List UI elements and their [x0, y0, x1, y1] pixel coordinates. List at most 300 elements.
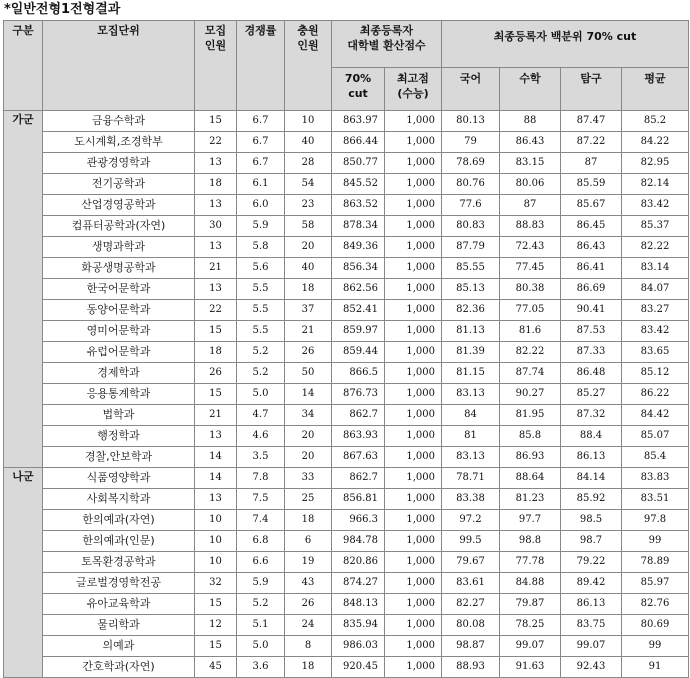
table-row: [4, 279, 689, 300]
header-quota: [195, 21, 237, 111]
cell-quota: 13: [195, 195, 237, 216]
cell-cut70: 859.97: [332, 321, 385, 342]
header-final-line2: 대학별 환산점수: [347, 39, 426, 52]
header-explore: 탐구: [561, 68, 622, 111]
cell-unit: 사회복지학과: [43, 489, 195, 510]
cell-extra: 43: [285, 573, 332, 594]
cell-competition: 6.8: [237, 531, 285, 552]
cell-cut70: 866.5: [332, 363, 385, 384]
cell-max: 1,000: [385, 594, 442, 615]
cell-cut70: 863.52: [332, 195, 385, 216]
cell-cut70: 850.77: [332, 153, 385, 174]
header-cut70: [332, 68, 385, 111]
table-row: [4, 510, 689, 531]
cell-math: 83.15: [500, 153, 561, 174]
cell-extra: 33: [285, 468, 332, 489]
cell-competition: 5.5: [237, 300, 285, 321]
cell-competition: 5.0: [237, 384, 285, 405]
cell-extra: 40: [285, 132, 332, 153]
cell-avg: 83.51: [622, 489, 689, 510]
cell-unit: 관광경영학과: [43, 153, 195, 174]
cell-explore: 86.13: [561, 594, 622, 615]
cell-avg: 86.22: [622, 384, 689, 405]
cell-competition: 5.5: [237, 321, 285, 342]
cell-kor: 78.71: [442, 468, 500, 489]
cell-max: 1,000: [385, 489, 442, 510]
cell-max: 1,000: [385, 363, 442, 384]
header-math: 수학: [500, 68, 561, 111]
cell-avg: 85.4: [622, 447, 689, 468]
cell-competition: 6.7: [237, 153, 285, 174]
cell-cut70: 848.13: [332, 594, 385, 615]
cell-extra: 26: [285, 594, 332, 615]
header-unit: 모집단위: [43, 21, 195, 111]
cell-explore: 92.43: [561, 657, 622, 678]
cell-extra: 24: [285, 615, 332, 636]
cell-unit: 행정학과: [43, 426, 195, 447]
cell-extra: 58: [285, 216, 332, 237]
cell-explore: 85.92: [561, 489, 622, 510]
cell-avg: 78.89: [622, 552, 689, 573]
cell-extra: 18: [285, 279, 332, 300]
cell-avg: 99: [622, 531, 689, 552]
table-row: [4, 174, 689, 195]
cell-math: 86.93: [500, 447, 561, 468]
header-quota-line1: 모집: [204, 24, 227, 37]
cell-kor: 99.5: [442, 531, 500, 552]
cell-competition: 6.6: [237, 552, 285, 573]
cell-explore: 85.27: [561, 384, 622, 405]
cell-kor: 83.13: [442, 447, 500, 468]
cell-max: 1,000: [385, 216, 442, 237]
table-row: [4, 531, 689, 552]
cell-kor: 79.67: [442, 552, 500, 573]
cell-max: 1,000: [385, 132, 442, 153]
cell-explore: 87: [561, 153, 622, 174]
cell-quota: 22: [195, 300, 237, 321]
cell-explore: 87.22: [561, 132, 622, 153]
header-extra-line2: 인원: [297, 39, 319, 52]
cell-math: 72.43: [500, 237, 561, 258]
cell-cut70: 835.94: [332, 615, 385, 636]
table-row: [4, 216, 689, 237]
cell-unit: 토목환경공학과: [43, 552, 195, 573]
cell-unit: 금융수학과: [43, 111, 195, 132]
cell-unit: 생명과학과: [43, 237, 195, 258]
cell-math: 86.43: [500, 132, 561, 153]
cell-math: 77.05: [500, 300, 561, 321]
cell-cut70: 920.45: [332, 657, 385, 678]
cell-unit: 경제학과: [43, 363, 195, 384]
cell-unit: 유아교육학과: [43, 594, 195, 615]
cell-unit: 한의예과(인문): [43, 531, 195, 552]
cell-kor: 79: [442, 132, 500, 153]
cell-cut70: 874.27: [332, 573, 385, 594]
cell-math: 81.95: [500, 405, 561, 426]
cell-competition: 6.7: [237, 111, 285, 132]
cell-math: 77.45: [500, 258, 561, 279]
cell-unit: 도시계획,조경학부: [43, 132, 195, 153]
table-row: [4, 237, 689, 258]
cell-avg: 82.22: [622, 237, 689, 258]
cell-extra: 21: [285, 321, 332, 342]
cell-competition: 7.5: [237, 489, 285, 510]
cell-cut70: 845.52: [332, 174, 385, 195]
cell-quota: 15: [195, 636, 237, 657]
cell-max: 1,000: [385, 573, 442, 594]
table-row: [4, 300, 689, 321]
cell-max: 1,000: [385, 258, 442, 279]
cell-competition: 7.8: [237, 468, 285, 489]
cell-kor: 82.27: [442, 594, 500, 615]
cell-math: 97.7: [500, 510, 561, 531]
cell-cut70: 852.41: [332, 300, 385, 321]
header-quota-line2: 인원: [204, 39, 227, 52]
cell-max: 1,000: [385, 552, 442, 573]
cell-quota: 10: [195, 510, 237, 531]
cell-max: 1,000: [385, 300, 442, 321]
results-table: [3, 20, 689, 678]
cell-competition: 5.2: [237, 363, 285, 384]
cell-avg: 84.22: [622, 132, 689, 153]
cell-unit: 글로벌경영학전공: [43, 573, 195, 594]
cell-math: 99.07: [500, 636, 561, 657]
cell-cut70: 856.34: [332, 258, 385, 279]
cell-quota: 10: [195, 531, 237, 552]
header-kor: 국어: [442, 68, 500, 111]
cell-math: 79.87: [500, 594, 561, 615]
cell-avg: 85.97: [622, 573, 689, 594]
table-row: [4, 468, 689, 489]
cell-math: 88.64: [500, 468, 561, 489]
cell-quota: 14: [195, 447, 237, 468]
group-label: 나군: [4, 468, 43, 678]
cell-kor: 78.69: [442, 153, 500, 174]
cell-extra: 10: [285, 111, 332, 132]
cell-quota: 13: [195, 489, 237, 510]
cell-kor: 81: [442, 426, 500, 447]
cell-unit: 식품영양학과: [43, 468, 195, 489]
cell-max: 1,000: [385, 426, 442, 447]
cell-avg: 82.14: [622, 174, 689, 195]
cell-cut70: 856.81: [332, 489, 385, 510]
cell-math: 87: [500, 195, 561, 216]
cell-explore: 87.33: [561, 342, 622, 363]
cell-max: 1,000: [385, 321, 442, 342]
cell-explore: 86.13: [561, 447, 622, 468]
table-row: [4, 573, 689, 594]
cell-quota: 18: [195, 342, 237, 363]
cell-avg: 82.95: [622, 153, 689, 174]
cell-kor: 84: [442, 405, 500, 426]
cell-competition: 6.0: [237, 195, 285, 216]
header-final-group: [332, 21, 442, 68]
table-row: [4, 594, 689, 615]
cell-math: 82.22: [500, 342, 561, 363]
cell-avg: 85.07: [622, 426, 689, 447]
cell-extra: 20: [285, 426, 332, 447]
cell-extra: 20: [285, 447, 332, 468]
cell-max: 1,000: [385, 657, 442, 678]
table-row: [4, 111, 689, 132]
cell-math: 78.25: [500, 615, 561, 636]
cell-kor: 77.6: [442, 195, 500, 216]
cell-quota: 14: [195, 468, 237, 489]
cell-competition: 5.6: [237, 258, 285, 279]
cell-explore: 87.32: [561, 405, 622, 426]
header-max-line1: 최고점: [397, 72, 429, 85]
cell-unit: 응용통계학과: [43, 384, 195, 405]
cell-unit: 전기공학과: [43, 174, 195, 195]
cell-quota: 21: [195, 258, 237, 279]
cell-kor: 81.13: [442, 321, 500, 342]
cell-max: 1,000: [385, 111, 442, 132]
cell-kor: 82.36: [442, 300, 500, 321]
cell-avg: 80.69: [622, 615, 689, 636]
cell-quota: 30: [195, 216, 237, 237]
cell-avg: 83.27: [622, 300, 689, 321]
cell-competition: 5.2: [237, 342, 285, 363]
cell-quota: 15: [195, 111, 237, 132]
cell-math: 90.27: [500, 384, 561, 405]
cell-quota: 26: [195, 363, 237, 384]
table-row: [4, 657, 689, 678]
table-row: [4, 132, 689, 153]
cell-avg: 82.76: [622, 594, 689, 615]
table-row: [4, 258, 689, 279]
cell-quota: 45: [195, 657, 237, 678]
cell-kor: 88.93: [442, 657, 500, 678]
cell-math: 81.6: [500, 321, 561, 342]
cell-max: 1,000: [385, 447, 442, 468]
cell-avg: 85.12: [622, 363, 689, 384]
cell-extra: 25: [285, 489, 332, 510]
cell-max: 1,000: [385, 342, 442, 363]
cell-extra: 26: [285, 342, 332, 363]
cell-extra: 19: [285, 552, 332, 573]
table-row: [4, 321, 689, 342]
cell-competition: 5.9: [237, 216, 285, 237]
cell-cut70: 986.03: [332, 636, 385, 657]
cell-quota: 15: [195, 384, 237, 405]
cell-explore: 87.47: [561, 111, 622, 132]
cell-cut70: 862.56: [332, 279, 385, 300]
cell-max: 1,000: [385, 510, 442, 531]
cell-avg: 85.37: [622, 216, 689, 237]
cell-competition: 5.1: [237, 615, 285, 636]
table-row: [4, 342, 689, 363]
cell-explore: 88.4: [561, 426, 622, 447]
cell-kor: 97.2: [442, 510, 500, 531]
table-body: [4, 111, 689, 678]
cell-extra: 18: [285, 510, 332, 531]
cell-kor: 85.13: [442, 279, 500, 300]
table-row: [4, 363, 689, 384]
cell-math: 85.8: [500, 426, 561, 447]
cell-cut70: 862.7: [332, 468, 385, 489]
cell-unit: 물리학과: [43, 615, 195, 636]
cell-max: 1,000: [385, 237, 442, 258]
cell-extra: 34: [285, 405, 332, 426]
cell-quota: 18: [195, 174, 237, 195]
cell-math: 84.88: [500, 573, 561, 594]
cell-quota: 13: [195, 426, 237, 447]
header-final-line1: 최종등록자: [359, 24, 414, 37]
cell-kor: 81.39: [442, 342, 500, 363]
cell-explore: 85.67: [561, 195, 622, 216]
cell-unit: 한국어문학과: [43, 279, 195, 300]
cell-kor: 83.61: [442, 573, 500, 594]
cell-avg: 83.14: [622, 258, 689, 279]
cell-avg: 91: [622, 657, 689, 678]
table-header: [4, 21, 689, 111]
cell-competition: 5.9: [237, 573, 285, 594]
cell-avg: 84.07: [622, 279, 689, 300]
cell-extra: 14: [285, 384, 332, 405]
cell-competition: 4.6: [237, 426, 285, 447]
cell-extra: 20: [285, 237, 332, 258]
cell-quota: 15: [195, 594, 237, 615]
cell-competition: 3.6: [237, 657, 285, 678]
cell-math: 80.06: [500, 174, 561, 195]
cell-explore: 86.69: [561, 279, 622, 300]
cell-cut70: 849.36: [332, 237, 385, 258]
cell-cut70: 876.73: [332, 384, 385, 405]
cell-max: 1,000: [385, 615, 442, 636]
cell-math: 88.83: [500, 216, 561, 237]
cell-math: 98.8: [500, 531, 561, 552]
table-row: [4, 405, 689, 426]
cell-cut70: 859.44: [332, 342, 385, 363]
cell-competition: 5.2: [237, 594, 285, 615]
cell-cut70: 863.93: [332, 426, 385, 447]
cell-extra: 6: [285, 531, 332, 552]
cell-quota: 22: [195, 132, 237, 153]
cell-max: 1,000: [385, 405, 442, 426]
cell-competition: 5.5: [237, 279, 285, 300]
table-row: [4, 552, 689, 573]
cell-avg: 83.65: [622, 342, 689, 363]
cell-unit: 간호학과(자연): [43, 657, 195, 678]
cell-math: 80.38: [500, 279, 561, 300]
cell-quota: 13: [195, 153, 237, 174]
table-row: [4, 636, 689, 657]
cell-unit: 경찰,안보학과: [43, 447, 195, 468]
cell-explore: 83.75: [561, 615, 622, 636]
cell-max: 1,000: [385, 531, 442, 552]
cell-kor: 87.79: [442, 237, 500, 258]
cell-unit: 산업경영공학과: [43, 195, 195, 216]
cell-unit: 영미어문학과: [43, 321, 195, 342]
cell-unit: 화공생명공학과: [43, 258, 195, 279]
cell-quota: 10: [195, 552, 237, 573]
cell-cut70: 867.63: [332, 447, 385, 468]
cell-competition: 4.7: [237, 405, 285, 426]
cell-kor: 81.15: [442, 363, 500, 384]
cell-explore: 89.42: [561, 573, 622, 594]
header-group: 구분: [4, 21, 43, 111]
cell-cut70: 878.34: [332, 216, 385, 237]
cell-unit: 법학과: [43, 405, 195, 426]
cell-math: 88: [500, 111, 561, 132]
cell-quota: 32: [195, 573, 237, 594]
cell-kor: 83.13: [442, 384, 500, 405]
cell-math: 81.23: [500, 489, 561, 510]
cell-competition: 5.8: [237, 237, 285, 258]
table-row: [4, 615, 689, 636]
cell-competition: 6.1: [237, 174, 285, 195]
header-competition: 경쟁률: [237, 21, 285, 111]
cell-unit: 의예과: [43, 636, 195, 657]
cell-explore: 98.5: [561, 510, 622, 531]
cell-competition: 7.4: [237, 510, 285, 531]
cell-extra: 28: [285, 153, 332, 174]
cell-unit: 컴퓨터공학과(자연): [43, 216, 195, 237]
cell-kor: 80.76: [442, 174, 500, 195]
table-row: [4, 384, 689, 405]
cell-quota: 13: [195, 237, 237, 258]
cell-kor: 83.38: [442, 489, 500, 510]
cell-quota: 15: [195, 321, 237, 342]
cell-unit: 한의예과(자연): [43, 510, 195, 531]
cell-cut70: 862.7: [332, 405, 385, 426]
cell-extra: 18: [285, 657, 332, 678]
header-max: [385, 68, 442, 111]
table-row: [4, 426, 689, 447]
cell-unit: 동양어문학과: [43, 300, 195, 321]
cell-avg: 83.42: [622, 321, 689, 342]
cell-cut70: 820.86: [332, 552, 385, 573]
table-row: [4, 447, 689, 468]
cell-avg: 83.42: [622, 195, 689, 216]
cell-extra: 8: [285, 636, 332, 657]
cell-math: 91.63: [500, 657, 561, 678]
cell-quota: 13: [195, 279, 237, 300]
cell-kor: 98.87: [442, 636, 500, 657]
cell-cut70: 984.78: [332, 531, 385, 552]
page-title: *일반전형1전형결과: [4, 2, 121, 17]
cell-explore: 86.48: [561, 363, 622, 384]
cell-cut70: 966.3: [332, 510, 385, 531]
cell-quota: 21: [195, 405, 237, 426]
cell-explore: 86.41: [561, 258, 622, 279]
header-extra: [285, 21, 332, 111]
cell-cut70: 866.44: [332, 132, 385, 153]
cell-explore: 98.7: [561, 531, 622, 552]
cell-avg: 83.83: [622, 468, 689, 489]
cell-cut70: 863.97: [332, 111, 385, 132]
header-cut70-line1: 70%: [344, 72, 372, 85]
cell-explore: 90.41: [561, 300, 622, 321]
cell-max: 1,000: [385, 468, 442, 489]
cell-explore: 85.59: [561, 174, 622, 195]
group-label: 가군: [4, 111, 43, 468]
cell-kor: 80.08: [442, 615, 500, 636]
cell-kor: 80.83: [442, 216, 500, 237]
cell-extra: 40: [285, 258, 332, 279]
cell-max: 1,000: [385, 174, 442, 195]
cell-avg: 97.8: [622, 510, 689, 531]
cell-competition: 6.7: [237, 132, 285, 153]
cell-explore: 86.45: [561, 216, 622, 237]
header-pct-group: 최종등록자 백분위 70% cut: [442, 21, 689, 68]
cell-unit: 유럽어문학과: [43, 342, 195, 363]
cell-max: 1,000: [385, 279, 442, 300]
cell-max: 1,000: [385, 636, 442, 657]
header-max-line2: (수능): [397, 87, 429, 100]
cell-avg: 85.2: [622, 111, 689, 132]
cell-explore: 99.07: [561, 636, 622, 657]
